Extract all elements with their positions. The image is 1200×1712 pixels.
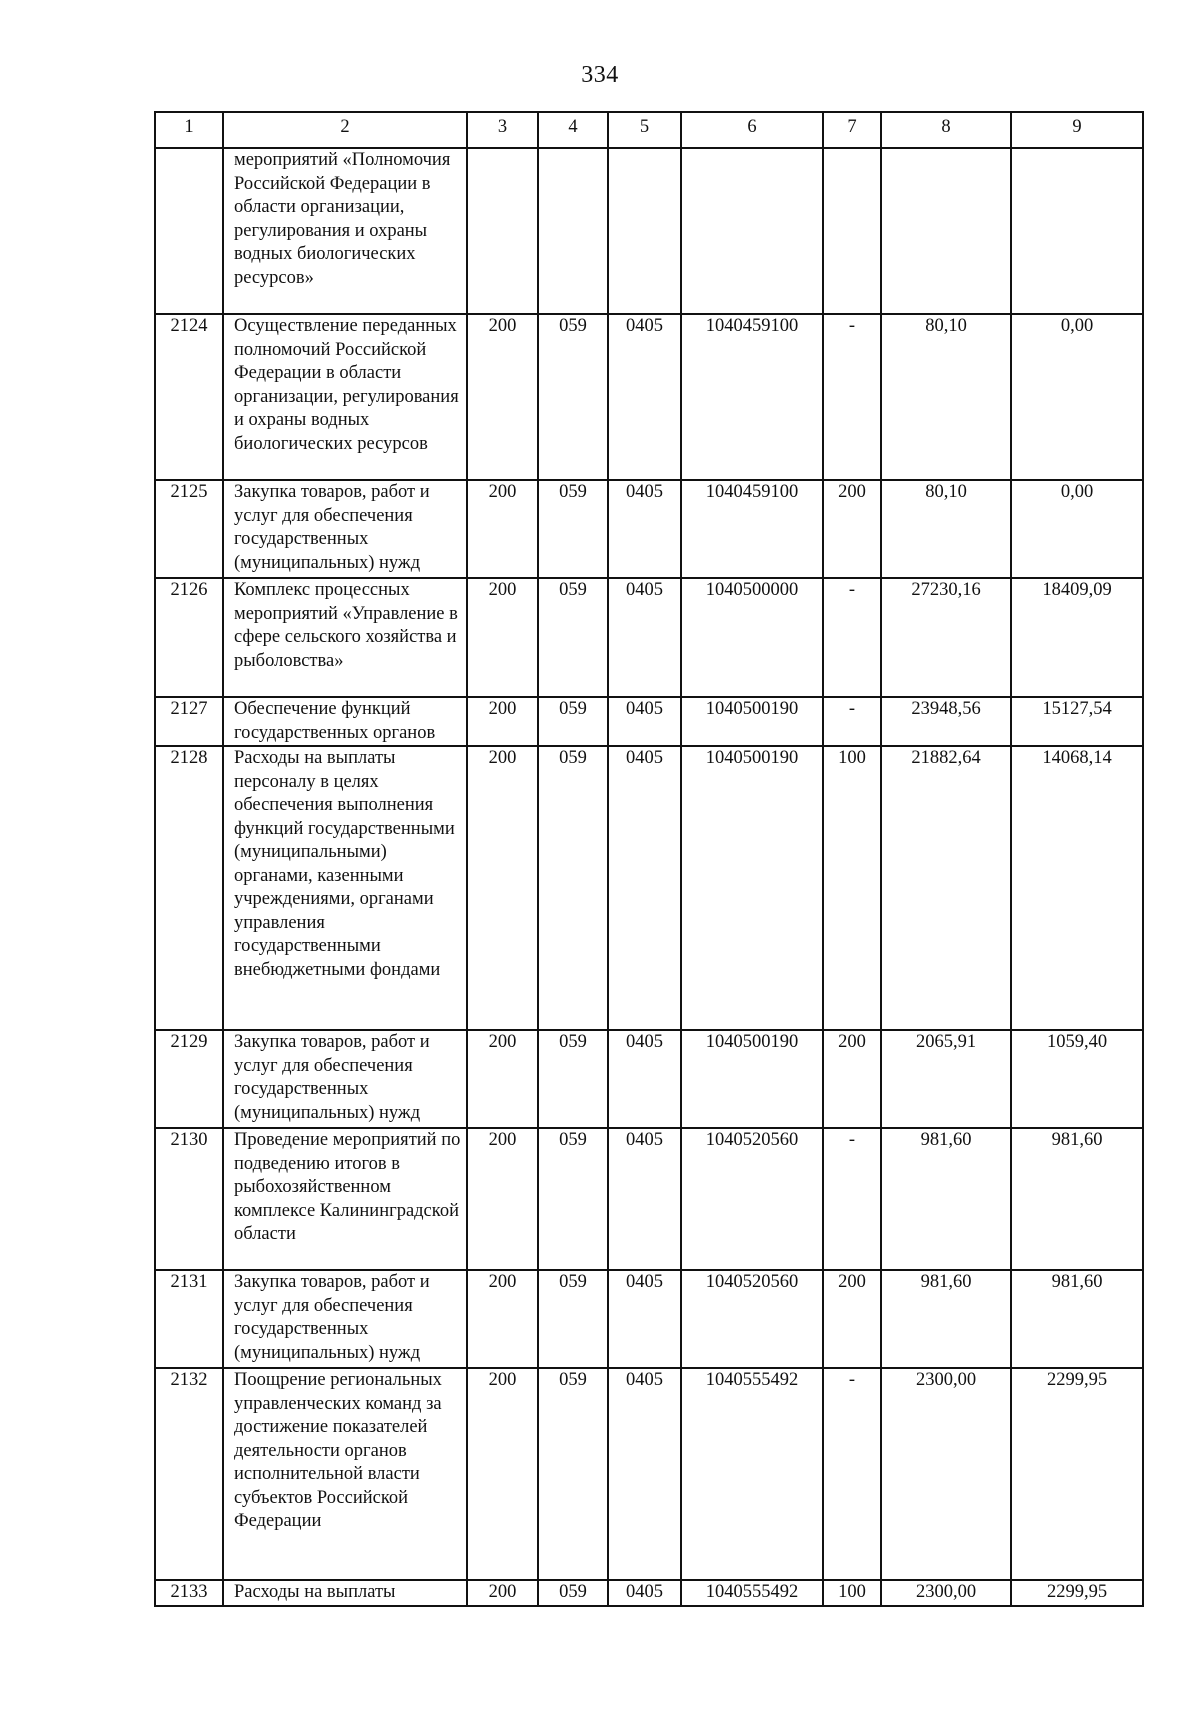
row-col-6: 1040555492 [681, 1368, 823, 1580]
row-col-5: 0405 [608, 746, 681, 1030]
row-number: 2124 [155, 314, 223, 480]
row-name: Закупка товаров, работ и услуг для обеспечения государственных (муниципальных) нужд [223, 1030, 467, 1128]
row-col-5 [608, 148, 681, 314]
row-col-6: 1040520560 [681, 1128, 823, 1270]
row-col-7: - [823, 578, 881, 697]
row-col-5: 0405 [608, 697, 681, 746]
row-col-6: 1040555492 [681, 1580, 823, 1606]
row-name: Расходы на выплаты [223, 1580, 467, 1606]
table-row [155, 578, 1143, 697]
row-number: 2127 [155, 697, 223, 746]
row-col-8: 2065,91 [881, 1030, 1011, 1128]
row-col-9: 15127,54 [1011, 697, 1143, 746]
row-col-7: - [823, 314, 881, 480]
row-col-8: 981,60 [881, 1270, 1011, 1368]
row-number: 2132 [155, 1368, 223, 1580]
row-col-5: 0405 [608, 578, 681, 697]
row-col-3: 200 [467, 1270, 538, 1368]
table-header [155, 112, 1143, 148]
row-col-8: 2300,00 [881, 1368, 1011, 1580]
row-col-3: 200 [467, 314, 538, 480]
header-col-1: 1 [155, 112, 223, 148]
table-row [155, 148, 1143, 314]
row-name: Закупка товаров, работ и услуг для обеспечения государственных (муниципальных) нужд [223, 480, 467, 578]
row-col-8: 21882,64 [881, 746, 1011, 1030]
row-col-7: - [823, 697, 881, 746]
row-col-3: 200 [467, 1368, 538, 1580]
row-col-9: 2299,95 [1011, 1580, 1143, 1606]
row-col-6: 1040520560 [681, 1270, 823, 1368]
table-row [155, 746, 1143, 1030]
row-col-3: 200 [467, 1030, 538, 1128]
table-row [155, 314, 1143, 480]
table-row [155, 1030, 1143, 1128]
header-col-2: 2 [223, 112, 467, 148]
row-col-7: - [823, 1128, 881, 1270]
row-col-6: 1040459100 [681, 314, 823, 480]
header-col-4: 4 [538, 112, 608, 148]
row-col-3: 200 [467, 1128, 538, 1270]
header-col-6: 6 [681, 112, 823, 148]
row-col-8: 2300,00 [881, 1580, 1011, 1606]
row-col-9: 2299,95 [1011, 1368, 1143, 1580]
row-name: Комплекс процессных мероприятий «Управление в сфере сельского хозяйства и рыболовства» [223, 578, 467, 697]
row-col-6: 1040459100 [681, 480, 823, 578]
row-col-9 [1011, 148, 1143, 314]
table-row [155, 480, 1143, 578]
row-col-9: 981,60 [1011, 1128, 1143, 1270]
row-col-4: 059 [538, 1580, 608, 1606]
row-col-9: 981,60 [1011, 1270, 1143, 1368]
row-col-5: 0405 [608, 1128, 681, 1270]
row-col-8: 80,10 [881, 314, 1011, 480]
row-col-4: 059 [538, 1128, 608, 1270]
row-col-5: 0405 [608, 1030, 681, 1128]
row-name: Осуществление переданных полномочий Российской Федерации в области организации, регулирования и охраны водных биологических ресурсов [223, 314, 467, 480]
row-col-9: 0,00 [1011, 480, 1143, 578]
row-col-7: 200 [823, 1030, 881, 1128]
row-number: 2129 [155, 1030, 223, 1128]
row-col-9: 14068,14 [1011, 746, 1143, 1030]
row-col-5: 0405 [608, 1580, 681, 1606]
row-name: Обеспечение функций государственных органов [223, 697, 467, 746]
header-col-7: 7 [823, 112, 881, 148]
row-col-6: 1040500000 [681, 578, 823, 697]
row-col-5: 0405 [608, 1368, 681, 1580]
row-col-9: 1059,40 [1011, 1030, 1143, 1128]
row-col-3: 200 [467, 1580, 538, 1606]
row-col-6: 1040500190 [681, 746, 823, 1030]
row-col-3: 200 [467, 697, 538, 746]
row-col-4: 059 [538, 1368, 608, 1580]
row-col-3 [467, 148, 538, 314]
row-col-3: 200 [467, 746, 538, 1030]
row-col-4: 059 [538, 1030, 608, 1128]
row-col-8 [881, 148, 1011, 314]
row-col-8: 23948,56 [881, 697, 1011, 746]
row-col-6 [681, 148, 823, 314]
row-col-6: 1040500190 [681, 1030, 823, 1128]
row-col-7: - [823, 1368, 881, 1580]
row-col-6: 1040500190 [681, 697, 823, 746]
row-col-4: 059 [538, 1270, 608, 1368]
row-number: 2133 [155, 1580, 223, 1606]
row-name: Проведение мероприятий по подведению итогов в рыбохозяйственном комплексе Калининградской области [223, 1128, 467, 1270]
table-row [155, 1368, 1143, 1580]
table-row [155, 1270, 1143, 1368]
row-col-8: 80,10 [881, 480, 1011, 578]
row-col-7: 100 [823, 746, 881, 1030]
header-col-9: 9 [1011, 112, 1143, 148]
row-col-9: 0,00 [1011, 314, 1143, 480]
table-row [155, 1580, 1143, 1606]
row-col-4: 059 [538, 697, 608, 746]
row-col-4: 059 [538, 480, 608, 578]
row-number [155, 148, 223, 314]
header-col-5: 5 [608, 112, 681, 148]
row-name: мероприятий «Полномочия Российской Федерации в области организации, регулирования и охраны водных биологических ресурсов» [223, 148, 467, 314]
budget-table [154, 111, 1144, 1607]
row-col-7: 100 [823, 1580, 881, 1606]
row-col-4: 059 [538, 314, 608, 480]
row-col-4: 059 [538, 746, 608, 1030]
row-col-5: 0405 [608, 314, 681, 480]
row-col-7 [823, 148, 881, 314]
row-number: 2130 [155, 1128, 223, 1270]
row-col-7: 200 [823, 1270, 881, 1368]
header-col-8: 8 [881, 112, 1011, 148]
row-number: 2131 [155, 1270, 223, 1368]
row-number: 2125 [155, 480, 223, 578]
row-col-5: 0405 [608, 480, 681, 578]
row-col-9: 18409,09 [1011, 578, 1143, 697]
row-col-7: 200 [823, 480, 881, 578]
table-row [155, 1128, 1143, 1270]
header-col-3: 3 [467, 112, 538, 148]
row-col-4 [538, 148, 608, 314]
row-col-8: 27230,16 [881, 578, 1011, 697]
row-number: 2126 [155, 578, 223, 697]
row-name: Поощрение региональных управленческих команд за достижение показателей деятельности органов исполнительной власти субъектов Российской Федерации [223, 1368, 467, 1580]
row-col-3: 200 [467, 578, 538, 697]
row-name: Расходы на выплаты персоналу в целях обеспечения выполнения функций государственными (муниципальными) органами, казенными учреждениями, органами управления государственными внебюджетными фондами [223, 746, 467, 1030]
table-body [155, 148, 1143, 1606]
header-row [155, 112, 1143, 148]
row-col-4: 059 [538, 578, 608, 697]
row-name: Закупка товаров, работ и услуг для обеспечения государственных (муниципальных) нужд [223, 1270, 467, 1368]
table-row [155, 697, 1143, 746]
row-col-5: 0405 [608, 1270, 681, 1368]
row-col-3: 200 [467, 480, 538, 578]
row-number: 2128 [155, 746, 223, 1030]
page-number: 334 [581, 62, 619, 88]
row-col-8: 981,60 [881, 1128, 1011, 1270]
